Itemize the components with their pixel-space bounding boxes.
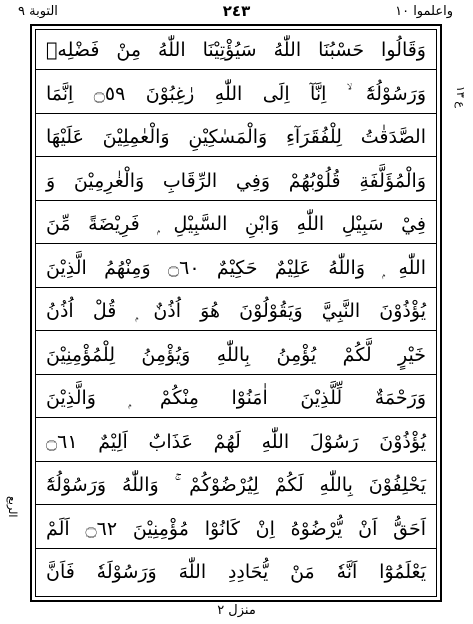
text-block: [36, 30, 436, 596]
juz-name: واعلموا ١٠: [395, 4, 453, 19]
text-line: يَحْلِفُوْنَ بِاللّٰهِ لَكُمْ لِيُرْضُوْكُمْ ۚ وَاللّٰهُ وَرَسُوْلُهٗٓ: [36, 465, 436, 505]
rub-marker: الربع: [6, 496, 19, 518]
text-line: وَقَالُوا حَسْبُنَا اللّٰهُ سَيُؤْتِيْنَا اللّٰهُ مِنْ فَضْلِهٖ: [36, 30, 436, 70]
page-header: [0, 0, 473, 26]
manzil-label: منزل ٢: [217, 603, 256, 618]
text-line: يُؤْذُوْنَ رَسُوْلَ اللّٰهِ لَهُمْ عَذَابٌ اَلِيْمٌ ۝٦١: [36, 422, 436, 462]
text-line: الصَّدَقٰتُ لِلْفُقَرَآءِ وَالْمَسٰكِيْنِ وَالْعٰمِلِيْنَ عَلَيْهَا: [36, 117, 436, 157]
page-number: ٢٤٣: [222, 2, 251, 20]
text-line: وَرَسُوْلُهٗٓ ۙ اِنَّآ اِلَى اللّٰهِ رٰغِبُوْنَ ۝٥٩ اِنَّمَا: [36, 74, 436, 114]
text-line: اللّٰهِ ۭ وَاللّٰهُ عَلِيْمٌ حَكِيْمٌ ۝٦٠ وَمِنْهُمُ الَّذِيْنَ: [36, 248, 436, 288]
text-line: اَحَقُّ اَنْ يُّرْضُوْهُ اِنْ كَانُوْا مُؤْمِنِيْنَ ۝٦٢ اَلَمْ: [36, 509, 436, 549]
text-line: يَعْلَمُوْٓا اَنَّهٗ مَنْ يُّحَادِدِ اللّٰهَ وَرَسُوْلَهٗ فَاَنَّ: [46, 561, 426, 583]
text-line: وَرَحْمَةٌ لِّلَّذِيْنَ اٰمَنُوْا مِنْكُمْ ۭ وَالَّذِيْنَ: [36, 378, 436, 418]
text-line: فِيْ سَبِيْلِ اللّٰهِ وَابْنِ السَّبِيْلِ ۭ فَرِيْضَةً مِّنَ: [36, 204, 436, 244]
text-line: خَيْرٍ لَّكُمْ يُؤْمِنُ بِاللّٰهِ وَيُؤْمِنُ لِلْمُؤْمِنِيْنَ: [36, 335, 436, 375]
surah-name: التوبة ٩: [18, 4, 58, 19]
ruku-marker: ع ١٣: [454, 86, 467, 108]
text-line: وَالْمُؤَلَّفَةِ قُلُوْبُهُمْ وَفِي الرِّقَابِ وَالْغٰرِمِيْنَ وَ: [36, 161, 436, 201]
text-line: يُؤْذُوْنَ النَّبِيَّ وَيَقُوْلُوْنَ هُوَ اُذُنٌ ۭ قُلْ اُذُنُ: [36, 291, 436, 331]
